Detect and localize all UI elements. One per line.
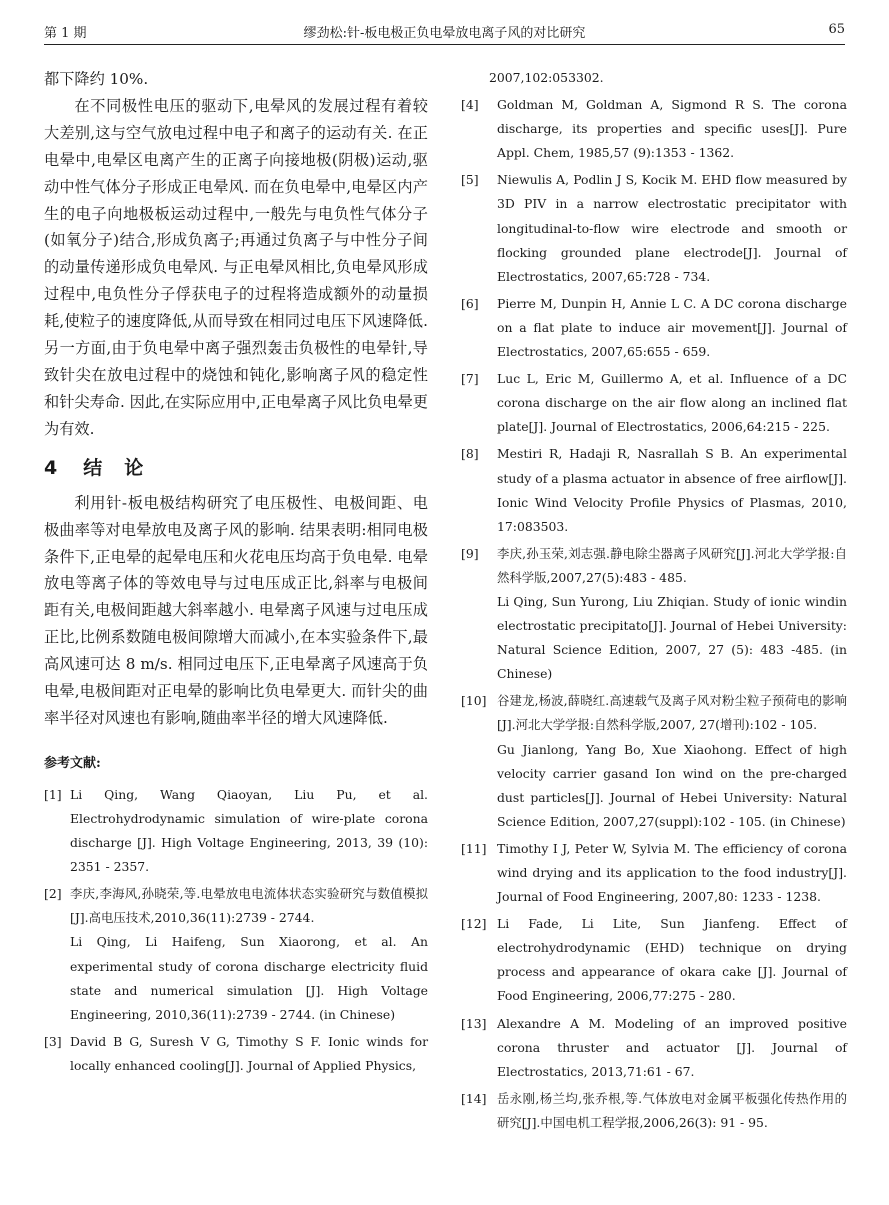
reference-text	[70, 882, 428, 1027]
reference-item	[461, 367, 847, 439]
reference-citation: Pierre M, Dunpin H, Annie L C. A DC corona discharge on a flat plate to induce air movement[J]. Journal of Electrostatics, 2007,65:655 - 659.	[497, 295, 847, 360]
reference-item	[461, 93, 847, 165]
reference-text	[497, 168, 847, 288]
reference-item	[461, 542, 847, 687]
reference-item	[44, 882, 428, 1027]
reference-number: [9]	[461, 545, 479, 561]
reference-citation: Mestiri R, Hadaji R, Nasrallah S B. An experimental study of a plasma actuator in absence of free airflow[J]. Ionic Wind Velocity Profile Physics of Plasmas, 2010, 17:083503.	[497, 446, 847, 534]
reference-number: [12]	[461, 916, 487, 932]
reference-number: [10]	[461, 693, 487, 709]
reference-number: [7]	[461, 371, 479, 387]
section-title: 结论	[83, 456, 166, 479]
reference-citation: Niewulis A, Podlin J S, Kocik M. EHD flow measured by 3D PIV in a narrow electrostatic precipitator with longitudinal-to-flow wire electrode and smooth or flocking grounded plane electrode[J]. Journal of Electrostatics, 2007,65:728 - 734.	[497, 172, 847, 284]
references-heading: 参考文献:	[44, 755, 101, 771]
reference-citation: David B G, Suresh V G, Timothy S F. Ionic winds for locally enhanced cooling[J]. Journal of Applied Physics,	[70, 1033, 428, 1073]
reference-citation: 谷建龙,杨波,薛晓红.高速载气及离子风对粉尘粒子预荷电的影响[J].河北大学学报:自然科学版,2007, 27(增刊):102 - 105.	[497, 693, 847, 733]
page-number: 65	[828, 22, 845, 37]
reference-number: [14]	[461, 1090, 487, 1106]
reference-text	[497, 93, 847, 165]
reference-citation: Luc L, Eric M, Guillermo A, et al. Influence of a DC corona discharge on the air flow along an inclined flat plate[J]. Journal of Electrostatics, 2006,64:215 - 225.	[497, 371, 847, 435]
left-column	[44, 66, 428, 1081]
header-rule	[44, 44, 845, 45]
reference-translation: Li Qing, Sun Yurong, Liu Zhiqian. Study of ionic windin electrostatic precipitato[J]. Journal of Hebei University: Natural Science Edition, 2007, 27 (5): 483 -485. (in Chinese)	[497, 593, 847, 682]
reference-list-right	[461, 93, 847, 1135]
reference-citation: 岳永刚,杨兰均,张乔根,等.气体放电对金属平板强化传热作用的研究[J].中国电机工程学报,2006,26(3): 91 - 95.	[497, 1090, 847, 1130]
reference-translation: Gu Jianlong, Yang Bo, Xue Xiaohong. Effect of high velocity carrier gasand Ion wind on the pre-charged dust particles[J]. Journal of Hebei University: Natural Science Edition, 2007,27(suppl):102 - 105. (in Chinese)	[497, 741, 847, 829]
reference-number: [5]	[461, 172, 479, 188]
reference-text	[497, 1087, 847, 1135]
reference-citation: Li Qing, Wang Qiaoyan, Liu Pu, et al. Electrohydrodynamic simulation of wire-plate corona discharge [J]. High Voltage Engineering, 2013, 39 (10): 2351 - 2357.	[70, 786, 428, 875]
reference-continuation: 2007,102:053302.	[489, 70, 604, 85]
issue-label: 第 1 期	[44, 26, 87, 41]
reference-item	[461, 689, 847, 834]
reference-item	[44, 783, 428, 879]
reference-item	[461, 1087, 847, 1135]
reference-text	[70, 783, 428, 879]
reference-citation: Goldman M, Goldman A, Sigmond R S. The corona discharge, its properties and specific uses[J]. Pure Appl. Chem, 1985,57 (9):1353 - 1362.	[497, 97, 847, 161]
reference-item	[461, 292, 847, 364]
reference-list-left	[44, 783, 428, 1078]
reference-item	[461, 1012, 847, 1084]
reference-item	[461, 837, 847, 909]
reference-number: [8]	[461, 446, 479, 462]
reference-number: [11]	[461, 840, 487, 856]
reference-text	[497, 689, 847, 834]
reference-text	[497, 367, 847, 439]
reference-text	[70, 1030, 428, 1078]
paragraph-continued: 都下降约 10%.	[44, 70, 149, 88]
reference-number: [6]	[461, 295, 479, 311]
reference-item	[461, 168, 847, 288]
reference-number: [3]	[44, 1033, 62, 1049]
reference-text	[497, 912, 847, 1008]
reference-number: [13]	[461, 1015, 487, 1031]
reference-translation: Li Qing, Li Haifeng, Sun Xiaorong, et al. An experimental study of corona discharge electricity fluid state and numerical simulation [J]. High Voltage Engineering, 2010,36(11):2739 - 2744. (in Chinese)	[70, 934, 428, 1022]
reference-item	[461, 912, 847, 1008]
section-number: 4	[44, 456, 58, 479]
reference-item	[461, 442, 847, 538]
reference-text	[497, 1012, 847, 1084]
reference-citation: Alexandre A M. Modeling of an improved positive corona thruster and actuator [J]. Journal of Electrostatics, 2013,71:61 - 67.	[497, 1015, 847, 1079]
reference-text	[497, 837, 847, 909]
paragraph-conclusion: 利用针-板电极结构研究了电压极性、电极间距、电极曲率等对电晕放电及离子风的影响. 结果表明:相同电极条件下,正电晕的起晕电压和火花电压均高于负电晕. 电晕放电等离子体的等效电导与过电压成正比,斜率与电极间距有关,电极间距越大斜率越小. 电晕离子风速与过电压成正比,比例系数随电极间隙增大而减小,在本实验条件下,最高风速可达 8 m/s. 相同过电压下,正电晕离子风速高于负电晕,电极间距对正电晕的影响比负电晕更大. 而针尖的曲率半径对风速也有影响,随曲率半径的增大风速降低.	[44, 493, 428, 727]
reference-citation: 李庆,李海风,孙晓荣,等.电晕放电电流体状态实验研究与数值模拟[J].高电压技术,2010,36(11):2739 - 2744.	[70, 886, 428, 926]
paragraph-discussion: 在不同极性电压的驱动下,电晕风的发展过程有着较大差别,这与空气放电过程中电子和离子的运动有关. 在正电晕中,电晕区电离产生的正离子向接地极(阴极)运动,驱动中性气体分子形成正电晕风. 而在负电晕中,电晕区内产生的电子向地极板运动过程中,一般先与电负性气体分子(如氧分子)结合,形成负离子;再通过负离子与中性分子间的动量传递形成负电晕风. 与正电晕风相比,负电晕风形成过程中,电负性分子俘获电子的过程将造成额外的动量损耗,使粒子的速度降低,从而导致在相同过电压下风速降低. 另一方面,由于负电晕中离子强烈轰击负极性的电晕针,导致针尖在放电过程中的烧蚀和钝化,影响离子风的稳定性和针尖寿命. 因此,在实际应用中,正电晕离子风比负电晕更为有效.	[44, 96, 428, 438]
reference-number: [2]	[44, 886, 62, 902]
reference-text	[497, 442, 847, 538]
reference-number: [1]	[44, 786, 62, 802]
reference-citation: Li Fade, Li Lite, Sun Jianfeng. Effect of electrohydrodynamic (EHD) technique on drying process and appearance of okara cake [J]. Journal of Food Engineering, 2006,77:275 - 280.	[497, 916, 847, 1004]
reference-number: [4]	[461, 97, 479, 113]
reference-text	[497, 292, 847, 364]
reference-item	[44, 1030, 428, 1078]
running-title: 缪劲松:针-板电极正负电晕放电离子风的对比研究	[303, 26, 586, 41]
running-header	[44, 20, 845, 42]
right-column	[461, 66, 847, 1138]
reference-citation: Timothy I J, Peter W, Sylvia M. The efficiency of corona wind drying and its application to the food industry[J]. Journal of Food Engineering, 2007,80: 1233 - 1238.	[497, 840, 847, 905]
section-heading	[44, 453, 428, 480]
reference-citation: 李庆,孙玉荣,刘志强.静电除尘器离子风研究[J].河北大学学报:自然科学版,2007,27(5):483 - 485.	[497, 545, 847, 585]
reference-text	[497, 542, 847, 687]
